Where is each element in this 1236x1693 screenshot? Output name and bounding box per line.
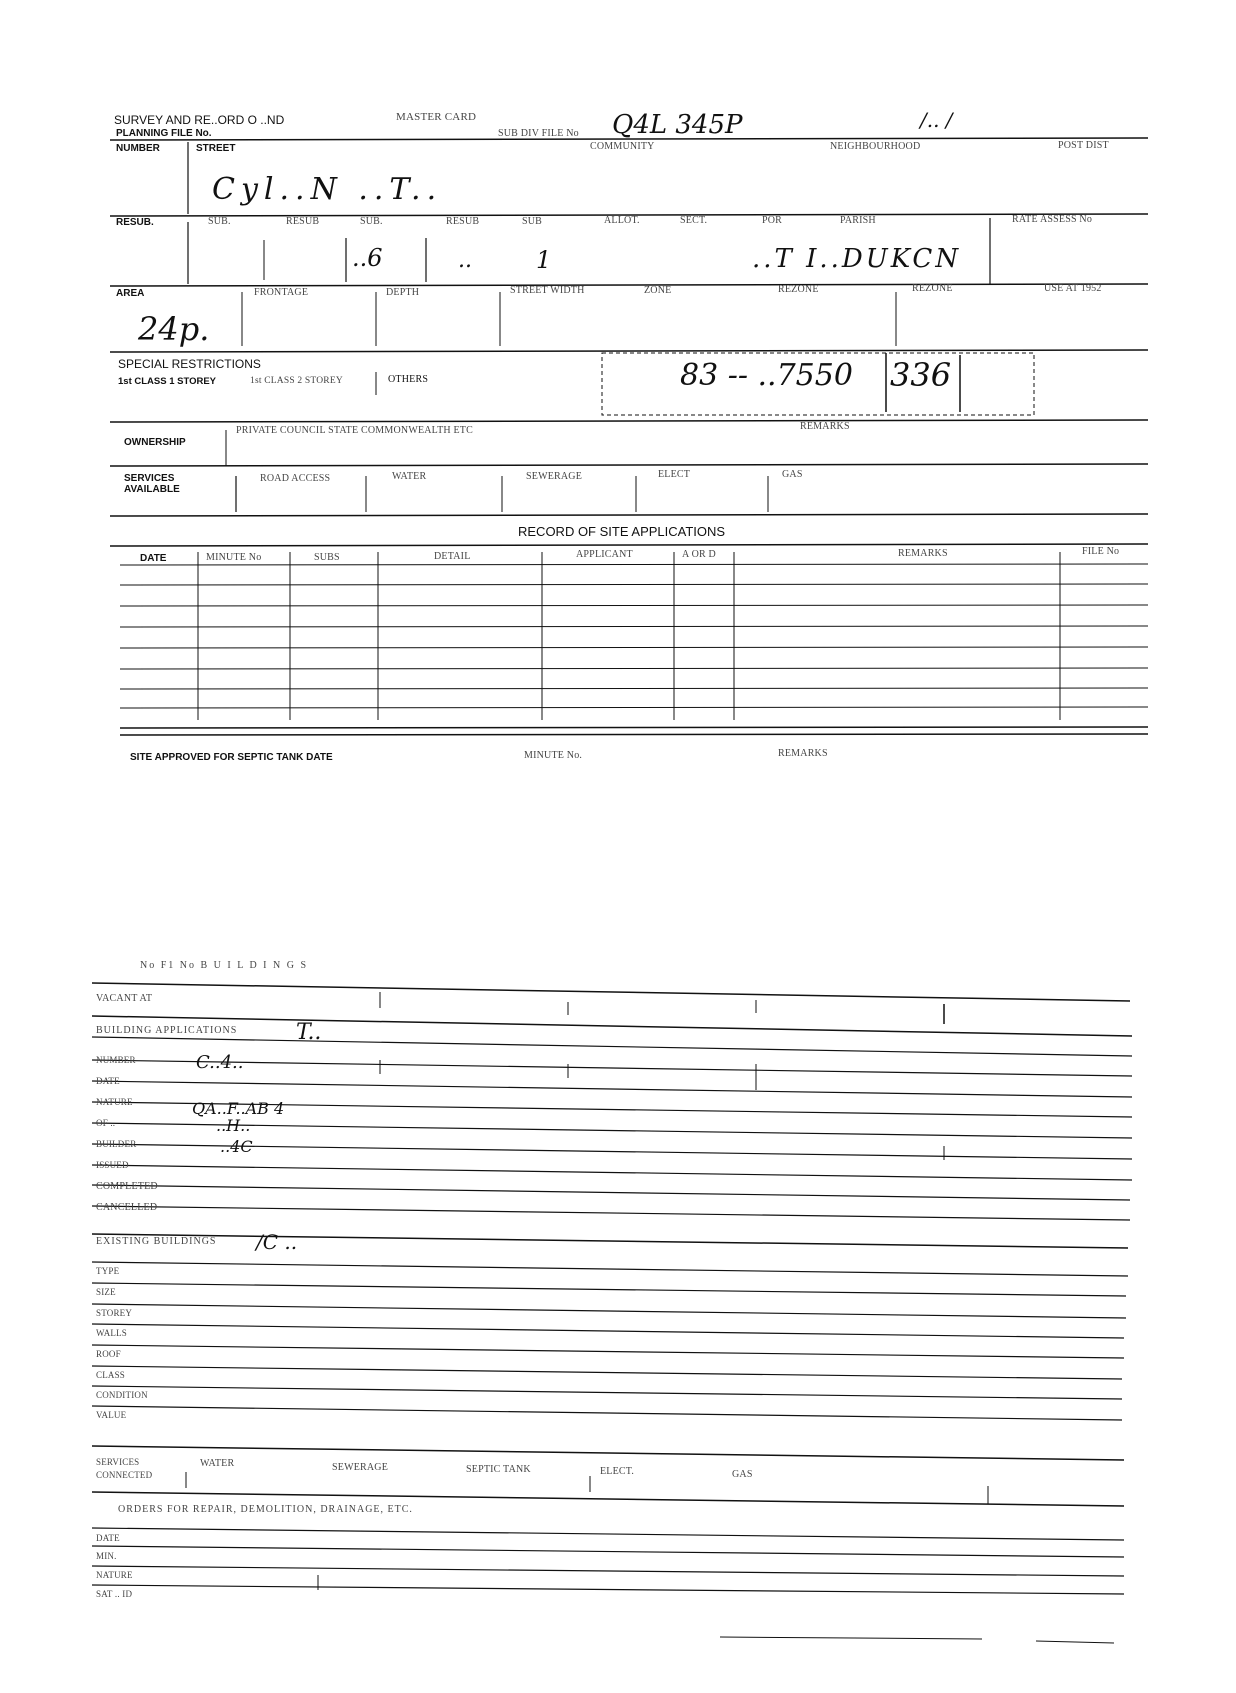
rate-assess-label: RATE ASSESS No [1012, 214, 1093, 225]
depth-label: DEPTH [386, 287, 420, 298]
planning-file-label: PLANNING FILE No. [116, 128, 212, 139]
demolition-label: ORDERS FOR REPAIR, DEMOLITION, DRAINAGE, ETC. [118, 1504, 413, 1515]
remarks-bottom-label: REMARKS [778, 748, 828, 759]
special-restrictions-label: SPECIAL RESTRICTIONS [118, 357, 261, 371]
services-row-label: SERVICES [96, 1457, 140, 1467]
issued-row-label: ISSUED [96, 1160, 129, 1170]
completed-row-label: COMPLETED [96, 1181, 158, 1192]
buildings-header: No F1 No B U I L D I N G S [140, 960, 309, 971]
sect-label: SECT. [680, 215, 708, 226]
sub-label-2: SUB. [360, 216, 383, 227]
class2-label: 1st CLASS 2 STOREY [250, 376, 343, 386]
road-access-label: ROAD ACCESS [260, 473, 331, 484]
master-card-label: MASTER CARD [396, 111, 477, 123]
rezone-label-1: REZONE [778, 284, 819, 295]
zone-label: ZONE [644, 285, 672, 296]
th-subs: SUBS [314, 552, 340, 563]
class1-label: 1st CLASS 1 STOREY [118, 376, 217, 387]
th-minute-no: MINUTE No [206, 552, 262, 563]
remarks-top-label: REMARKS [800, 421, 850, 432]
neighbourhood-label: NEIGHBOURHOOD [830, 141, 921, 152]
allot-label: ALLOT. [604, 215, 640, 226]
form-title: SURVEY AND RE..ORD O ..ND [114, 113, 285, 127]
sub-value: ..6 [352, 244, 383, 272]
th-a-or-d: A OR D [682, 549, 716, 560]
resub-value: .. [458, 248, 472, 273]
number-row-value: C..4.. [196, 1052, 244, 1073]
th-remarks: REMARKS [898, 548, 948, 559]
existing-row-condition: CONDITION [96, 1390, 148, 1400]
water-label: WATER [392, 471, 427, 482]
existing-buildings-value: /C .. [256, 1230, 298, 1254]
frontage-label: FRONTAGE [254, 287, 309, 298]
building-applications-value: T.. [296, 1020, 322, 1045]
parish-label: PARISH [840, 215, 876, 226]
sub-div-file-label: SUB DIV FILE No [498, 128, 579, 139]
gas-row-label: GAS [732, 1469, 753, 1480]
existing-row-roof: ROOF [96, 1349, 121, 1359]
use-at-label: USE AT 1952 [1044, 283, 1102, 294]
others-label: OTHERS [388, 374, 429, 385]
existing-row-type: TYPE [96, 1266, 120, 1276]
street-label: STREET [196, 143, 236, 154]
gas-label: GAS [782, 469, 803, 480]
site-approved-label: SITE APPROVED FOR SEPTIC TANK DATE [130, 752, 333, 763]
number-label: NUMBER [116, 143, 160, 154]
builder-row-value: ..4C [220, 1137, 253, 1156]
nature-row-value: QA..F..AB 4 [192, 1099, 285, 1118]
date-row-label: DATE [96, 1076, 120, 1086]
resub-label: RESUB. [116, 217, 154, 228]
demolition-row-min: MIN. [96, 1551, 117, 1561]
th-applicant: APPLICANT [576, 549, 633, 560]
number-row-label: NUMBER [96, 1055, 136, 1065]
sub-label-1: SUB. [208, 216, 231, 227]
resub-label-2: RESUB [286, 216, 320, 227]
th-detail: DETAIL [434, 551, 471, 562]
th-date: DATE [140, 553, 167, 564]
septic-tank-row-label: SEPTIC TANK [466, 1464, 531, 1475]
elect-row-label: ELECT. [600, 1466, 635, 1477]
area-label: AREA [116, 288, 145, 299]
connected-row-label: CONNECTED [96, 1470, 153, 1480]
cancelled-row-label: CANCELLED [96, 1202, 158, 1213]
builder-row-label: BUILDER [96, 1139, 137, 1149]
nature-row-label: NATURE [96, 1097, 133, 1107]
demolition-row-nature: NATURE [96, 1570, 133, 1580]
available-label: AVAILABLE [124, 484, 180, 495]
street-value: Cyl..N ..T.. [212, 172, 443, 207]
demolition-row-date: DATE [96, 1533, 120, 1543]
rezone-label-2: REZONE [912, 283, 953, 294]
resub-label-3: RESUB [446, 216, 480, 227]
parish-value: ..T I..DUKCN [752, 244, 962, 274]
sewerage-label: SEWERAGE [526, 471, 583, 482]
street-width-label: STREET WIDTH [510, 285, 585, 296]
sub-div-file-value: Q4L 345P [612, 110, 743, 140]
building-applications-label: BUILDING APPLICATIONS [96, 1025, 238, 1036]
existing-buildings-label: EXISTING BUILDINGS [96, 1236, 217, 1247]
services-label: SERVICES [124, 473, 175, 484]
por-label: POR [762, 215, 783, 226]
corner-mark: /.. / [920, 108, 953, 132]
community-label: COMMUNITY [590, 141, 655, 152]
th-file-no: FILE No [1082, 546, 1120, 557]
existing-row-class: CLASS [96, 1370, 126, 1380]
water-row-label: WATER [200, 1458, 235, 1469]
ownership-label: OWNERSHIP [124, 437, 186, 448]
of-row-label: OF .. [96, 1118, 116, 1128]
existing-row-storey: STOREY [96, 1308, 133, 1318]
sub3-value: 1 [536, 246, 552, 274]
existing-row-walls: WALLS [96, 1328, 127, 1338]
area-value: 24p. [138, 310, 210, 348]
vacant-at-label: VACANT AT [96, 993, 153, 1004]
demolition-row-sat: SAT .. ID [96, 1589, 133, 1599]
stamp-value-1: 83 -- ..7550 [680, 358, 853, 393]
post-dist-label: POST DIST [1058, 140, 1109, 151]
elect-label: ELECT [658, 469, 691, 480]
existing-row-value: VALUE [96, 1410, 127, 1420]
of-row-value: ..H.. [216, 1116, 251, 1135]
sub-label-3: SUB [522, 216, 543, 227]
private-council-label: PRIVATE COUNCIL STATE COMMONWEALTH ETC [236, 425, 473, 436]
stamp-value-2: 336 [890, 356, 952, 394]
minute-no-label: MINUTE No. [524, 750, 583, 761]
existing-row-size: SIZE [96, 1287, 116, 1297]
sewerage-row-label: SEWERAGE [332, 1462, 389, 1473]
record-title: RECORD OF SITE APPLICATIONS [518, 524, 726, 539]
